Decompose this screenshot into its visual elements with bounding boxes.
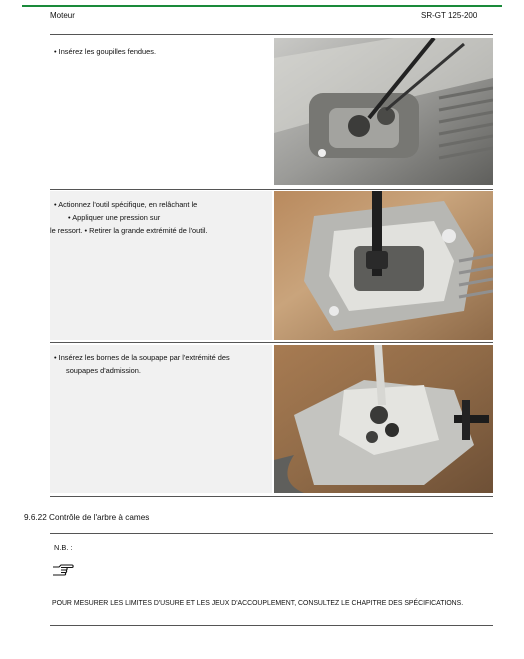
step-3-line-1: • Insérez les bornes de la soupape par l'extrémité des xyxy=(54,353,230,362)
step-2-photo xyxy=(274,191,493,340)
note-label: N.B. : xyxy=(54,543,73,552)
step-2-text xyxy=(50,191,272,340)
header-divider xyxy=(50,34,493,35)
step-1-text xyxy=(50,38,272,185)
step-divider-1 xyxy=(50,189,493,190)
engine-cylinder-head-image xyxy=(274,38,493,185)
step-2-line-2: • Appliquer une pression sur xyxy=(68,213,161,222)
section-divider xyxy=(50,533,493,534)
header-section-name: Moteur xyxy=(50,11,75,20)
note-bottom-divider xyxy=(50,625,493,626)
step-3-line-2: soupapes d'admission. xyxy=(66,366,141,375)
note-text: POUR MESURER LES LIMITES D'USURE ET LES JEUX D'ACCOUPLEMENT, CONSULTEZ LE CHAPITRE DES SPÉCIFICATIONS. xyxy=(52,600,464,607)
step-row-2 xyxy=(50,191,493,340)
top-accent-rule xyxy=(22,5,502,7)
step-1-photo xyxy=(274,38,493,185)
intake-valve-image xyxy=(274,345,493,493)
step-row-3 xyxy=(50,345,493,493)
pointing-hand-icon xyxy=(52,563,74,577)
step-3-text xyxy=(50,345,272,493)
header-model-name: SR-GT 125-200 xyxy=(421,11,478,20)
step-divider-2 xyxy=(50,342,493,343)
step-1-line-1: • Insérez les goupilles fendues. xyxy=(54,47,157,56)
valve-spring-tool-image xyxy=(274,191,493,340)
step-2-line-3: le ressort. • Retirer la grande extrémité de l'outil. xyxy=(50,226,208,235)
step-divider-3 xyxy=(50,496,493,497)
step-2-line-1: • Actionnez l'outil spécifique, en relâchant le xyxy=(54,200,198,209)
section-title: 9.6.22 Contrôle de l'arbre à cames xyxy=(24,513,150,522)
step-row-1 xyxy=(50,38,493,185)
step-3-photo xyxy=(274,345,493,493)
